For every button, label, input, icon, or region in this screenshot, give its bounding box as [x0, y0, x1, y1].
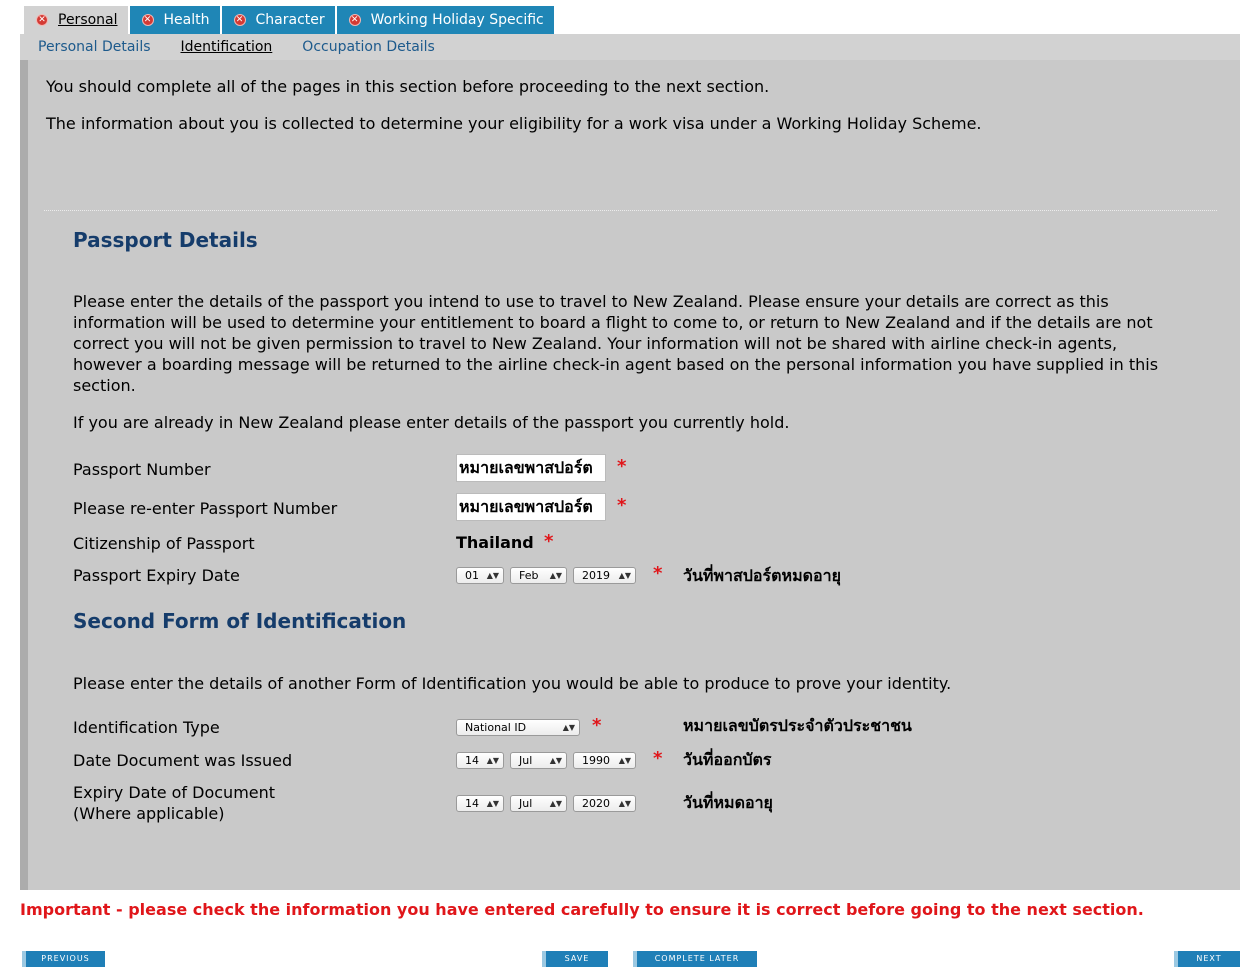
select-value: 2020	[582, 797, 610, 810]
document-expiry-day-select[interactable]	[456, 795, 504, 812]
date-issued-label: Date Document was Issued	[73, 751, 293, 770]
passport-instructions: If you are already in New Zealand please enter details of the passport you currently hold.	[73, 413, 790, 432]
error-x-icon: ✕	[36, 14, 48, 26]
updown-arrow-icon: ▲▼	[486, 799, 499, 808]
required-asterisk: *	[653, 563, 663, 584]
issued-day-select[interactable]	[456, 752, 504, 769]
citizenship-value: Thailand	[456, 533, 534, 552]
tab-personal[interactable]	[24, 6, 128, 34]
updown-arrow-icon: ▲▼	[486, 756, 499, 765]
tab-label: Health	[163, 12, 210, 28]
passport-number-label: Passport Number	[73, 460, 211, 479]
document-expiry-year-select[interactable]	[573, 795, 636, 812]
passport-expiry-label: Passport Expiry Date	[73, 566, 240, 585]
select-value: National ID	[465, 721, 527, 734]
error-x-icon: ✕	[234, 14, 246, 26]
issued-month-select[interactable]	[510, 752, 567, 769]
select-value: Jul	[519, 754, 533, 767]
select-value: 14	[465, 754, 479, 767]
thai-annotation: หมายเลขบัตรประจำตัวประชาชน	[683, 716, 912, 735]
document-expiry-label-note: (Where applicable)	[73, 804, 225, 823]
intro-text: You should complete all of the pages in this section before proceeding to the next section.	[46, 77, 770, 96]
subnav-identification[interactable]: Identification	[180, 39, 273, 55]
tab-health[interactable]	[130, 6, 220, 34]
error-x-icon: ✕	[142, 14, 154, 26]
tab-working-holiday-specific[interactable]	[337, 6, 554, 34]
required-asterisk: *	[544, 531, 554, 552]
required-asterisk: *	[617, 495, 627, 516]
select-value: 1990	[582, 754, 610, 767]
passport-expiry-month-select[interactable]	[510, 567, 567, 584]
complete-later-button[interactable]: COMPLETE LATER	[633, 951, 757, 967]
updown-arrow-icon: ▲▼	[549, 571, 562, 580]
updown-arrow-icon: ▲▼	[562, 723, 575, 732]
updown-arrow-icon: ▲▼	[618, 571, 631, 580]
important-warning: Important - please check the information you have entered carefully to ensure it is correct before going to the next section.	[20, 900, 1144, 919]
subnav-personal-details[interactable]: Personal Details	[38, 39, 151, 55]
updown-arrow-icon: ▲▼	[549, 799, 562, 808]
select-value: Feb	[519, 569, 539, 582]
tab-character[interactable]	[222, 6, 335, 34]
issued-year-select[interactable]	[573, 752, 636, 769]
passport-expiry-year-select[interactable]	[573, 567, 636, 584]
reenter-passport-number-label: Please re-enter Passport Number	[73, 499, 338, 518]
tab-label: Personal	[58, 12, 118, 28]
select-value: Jul	[519, 797, 533, 810]
intro-text: The information about you is collected to determine your eligibility for a work visa under a Working Holiday Scheme.	[46, 114, 982, 133]
form-panel	[20, 60, 1240, 890]
second-id-heading: Second Form of Identification	[73, 609, 407, 633]
updown-arrow-icon: ▲▼	[486, 571, 499, 580]
section-tabs	[24, 6, 556, 34]
required-asterisk: *	[592, 715, 602, 736]
next-button[interactable]: NEXT	[1174, 951, 1240, 967]
updown-arrow-icon: ▲▼	[618, 756, 631, 765]
second-id-instructions: Please enter the details of another Form of Identification you would be able to produce to prove your identity.	[73, 674, 952, 693]
save-button[interactable]: SAVE	[542, 951, 608, 967]
thai-annotation: วันที่ออกบัตร	[683, 750, 772, 769]
select-value: 01	[465, 569, 479, 582]
error-x-icon: ✕	[349, 14, 361, 26]
passport-details-heading: Passport Details	[73, 228, 258, 252]
updown-arrow-icon: ▲▼	[549, 756, 562, 765]
document-expiry-label: Expiry Date of Document	[73, 783, 276, 802]
select-value: 2019	[582, 569, 610, 582]
identification-type-label: Identification Type	[73, 718, 220, 737]
document-expiry-month-select[interactable]	[510, 795, 567, 812]
reenter-passport-number-input[interactable]	[456, 493, 606, 521]
required-asterisk: *	[653, 748, 663, 769]
passport-expiry-day-select[interactable]	[456, 567, 504, 584]
sub-navigation	[20, 34, 1240, 60]
tab-label: Character	[255, 12, 325, 28]
subnav-occupation-details[interactable]: Occupation Details	[302, 39, 435, 55]
passport-instructions: Please enter the details of the passport you intend to use to travel to New Zealand. Please ensure your details are correct as this information will be used to determine your entitlement to board a flight to come to, or return to New Zealand and if the details are not correct you will not be given permission to travel to New Zealand. Your information will not be shared with airline check-in agents, however a boarding message will be returned to the airline check-in agent based on the personal information you have supplied in this section.	[73, 292, 1159, 395]
required-asterisk: *	[617, 456, 627, 477]
thai-annotation: วันที่พาสปอร์ตหมดอายุ	[683, 566, 841, 585]
updown-arrow-icon: ▲▼	[618, 799, 631, 808]
thai-annotation: วันที่หมดอายุ	[683, 793, 773, 812]
tab-label: Working Holiday Specific	[370, 12, 544, 28]
citizenship-label: Citizenship of Passport	[73, 534, 255, 553]
divider	[44, 210, 1217, 211]
identification-type-select[interactable]	[456, 719, 580, 736]
passport-number-input[interactable]	[456, 454, 606, 482]
previous-button[interactable]: PREVIOUS	[22, 951, 105, 967]
select-value: 14	[465, 797, 479, 810]
